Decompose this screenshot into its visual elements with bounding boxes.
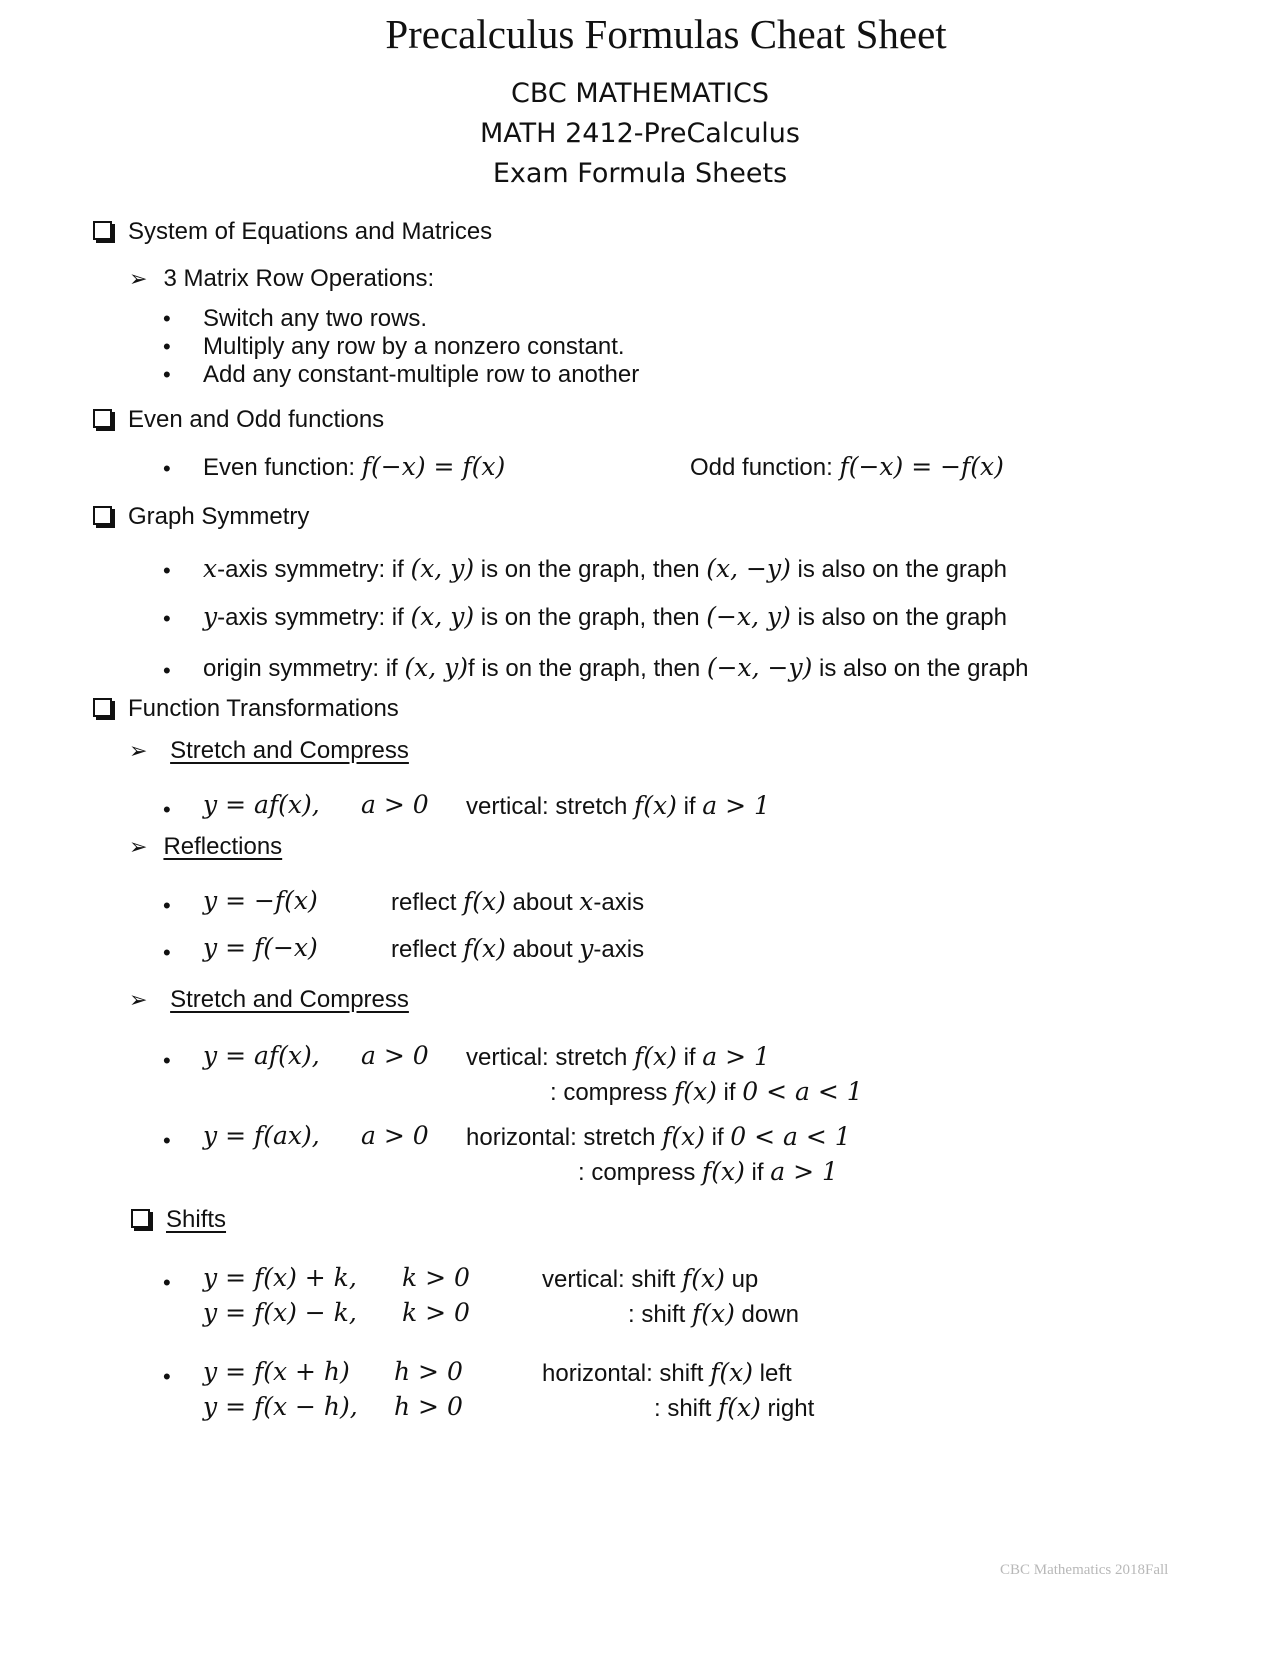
- bullet-icon: •: [163, 893, 171, 918]
- desc-text: if: [744, 1159, 771, 1186]
- shift-right-cond: h > 0: [394, 1392, 463, 1421]
- desc-text: if: [716, 1079, 743, 1106]
- arrow-bullet-icon: ➢: [129, 835, 148, 860]
- page-title: Precalculus Formulas Cheat Sheet: [385, 11, 947, 57]
- stretch-compress-2-heading: [129, 986, 409, 1014]
- subsection-heading: Stretch and Compress: [170, 737, 409, 764]
- fx: f(x): [710, 1358, 753, 1387]
- desc-text: about: [505, 889, 580, 916]
- desc-text: right: [760, 1395, 815, 1422]
- checkbox-icon: [93, 698, 112, 717]
- shift-right-formula: y = f(x − h),: [203, 1392, 358, 1421]
- desc-text: vertical: shift: [542, 1266, 683, 1293]
- even-formula: f(−x) = f(x): [361, 452, 506, 481]
- stretch2-h-formula: y = f(ax),: [203, 1121, 320, 1150]
- desc-text: vertical: stretch: [466, 793, 635, 820]
- even-function: [203, 452, 505, 482]
- symmetry-text: is on the graph, then: [474, 604, 707, 631]
- odd-label: Odd function:: [690, 454, 833, 481]
- stretch-compress-1-heading: [129, 737, 409, 765]
- subtitle-line-1: CBC MATHEMATICS: [511, 78, 769, 109]
- row-ops-label: 3 Matrix Row Operations:: [163, 265, 435, 292]
- row-op-item: Add any constant-multiple row to another: [203, 361, 640, 388]
- desc-text: up: [724, 1266, 759, 1293]
- section-shifts: [131, 1206, 226, 1234]
- desc-text: if: [676, 793, 703, 820]
- desc-text: if: [704, 1124, 731, 1151]
- checkbox-icon: [131, 1209, 150, 1228]
- subtitle-line-2: MATH 2412-PreCalculus: [480, 118, 800, 149]
- odd-formula: f(−x) = −f(x): [839, 452, 1004, 481]
- cond: a > 1: [702, 1042, 770, 1071]
- section-heading: Shifts: [166, 1206, 227, 1233]
- section-systems: [93, 218, 492, 246]
- shift-left-formula: y = f(x + h): [203, 1357, 350, 1386]
- cond: 0 < a < 1: [730, 1122, 851, 1151]
- desc-text: : compress: [578, 1159, 703, 1186]
- bullet-icon: •: [163, 362, 171, 387]
- row-op-item: Switch any two rows.: [203, 305, 428, 332]
- subtitle-line-3: Exam Formula Sheets: [492, 158, 788, 189]
- shift-down-cond: k > 0: [402, 1298, 470, 1327]
- fx: f(x): [682, 1264, 725, 1293]
- symmetry-text: is also on the graph: [790, 604, 1007, 631]
- section-even-odd: [93, 406, 384, 434]
- cond: a > 1: [702, 791, 770, 820]
- fx: f(x): [718, 1393, 761, 1422]
- bullet-icon: •: [163, 558, 171, 583]
- stretch2-v-desc: [466, 1042, 770, 1072]
- bullet-icon: •: [163, 334, 171, 359]
- arrow-bullet-icon: ➢: [129, 988, 148, 1013]
- desc-text: down: [734, 1301, 799, 1328]
- section-heading: Function Transformations: [128, 695, 399, 722]
- stretch2-v-cond: a > 0: [361, 1041, 429, 1070]
- bullet-icon: •: [163, 306, 171, 331]
- stretch2-v-desc2: [550, 1077, 863, 1107]
- bullet-icon: •: [163, 606, 171, 631]
- bullet-icon: •: [163, 940, 171, 965]
- bullet-icon: •: [163, 1364, 171, 1389]
- reflections-heading: [129, 833, 282, 861]
- checkbox-icon: [93, 221, 112, 240]
- symmetry-text: is also on the graph: [812, 655, 1029, 682]
- shift-down-formula: y = f(x) − k,: [203, 1298, 357, 1327]
- symmetry-label: -axis symmetry: if: [217, 556, 411, 583]
- arrow-bullet-icon: ➢: [129, 739, 148, 764]
- desc-text: : shift: [654, 1395, 719, 1422]
- fx: f(x): [702, 1157, 745, 1186]
- section-heading: System of Equations and Matrices: [128, 218, 493, 245]
- even-label: Even function:: [203, 454, 356, 481]
- fx: f(x): [463, 887, 506, 916]
- bullet-icon: •: [163, 1128, 171, 1153]
- x-axis-symmetry: [203, 554, 1007, 584]
- shift-up-formula: y = f(x) + k,: [203, 1263, 357, 1292]
- stretch2-h-desc: [466, 1122, 851, 1152]
- fx: f(x): [463, 934, 506, 963]
- footer-text: CBC Mathematics 2018Fall: [1000, 1562, 1169, 1578]
- fx: f(x): [634, 1042, 677, 1071]
- stretch2-v-formula: y = af(x),: [203, 1041, 320, 1070]
- desc-text: vertical: stretch: [466, 1044, 635, 1071]
- point: (x, −y): [706, 554, 791, 583]
- checkbox-icon: [93, 409, 112, 428]
- shift-right-desc: [654, 1393, 814, 1423]
- symmetry-text: is also on the graph: [790, 556, 1007, 583]
- desc-text: -axis: [593, 889, 645, 916]
- desc-text: if: [676, 1044, 703, 1071]
- desc-text: horizontal: stretch: [466, 1124, 663, 1151]
- point: (x, y): [404, 653, 468, 682]
- section-symmetry: [93, 503, 309, 531]
- desc-text: reflect: [391, 889, 464, 916]
- shift-up-desc: [542, 1264, 758, 1294]
- origin-symmetry: [203, 653, 1029, 683]
- reflect-x-desc: [391, 887, 644, 917]
- subsection-heading: Stretch and Compress: [170, 986, 409, 1013]
- reflect-y-desc: [391, 934, 644, 964]
- symmetry-text: is on the graph, then: [474, 655, 707, 682]
- cond: a > 1: [770, 1157, 838, 1186]
- symmetry-label: -axis symmetry: if: [217, 604, 411, 631]
- var-x: x: [203, 554, 218, 583]
- row-ops-heading: [129, 265, 434, 293]
- desc-text: about: [505, 936, 580, 963]
- fx: f(x): [634, 791, 677, 820]
- bullet-icon: •: [163, 456, 171, 481]
- desc-text: : compress: [550, 1079, 675, 1106]
- shift-down-desc: [628, 1299, 799, 1329]
- stretch1-desc: [466, 791, 770, 821]
- desc-text: -axis: [593, 936, 645, 963]
- stretch1-formula: y = af(x),: [203, 790, 320, 819]
- fx: f(x): [662, 1122, 705, 1151]
- var-y: y: [579, 934, 594, 963]
- section-heading: Graph Symmetry: [128, 503, 310, 530]
- var-x: x: [579, 887, 594, 916]
- stretch2-h-cond: a > 0: [361, 1121, 429, 1150]
- desc-text: horizontal: shift: [542, 1360, 711, 1387]
- section-heading: Even and Odd functions: [128, 406, 385, 433]
- desc-text: : shift: [628, 1301, 693, 1328]
- point: (x, y): [410, 602, 475, 631]
- y-axis-symmetry: [203, 602, 1007, 632]
- stretch1-cond: a > 0: [361, 790, 429, 819]
- stray-f: f: [468, 655, 475, 682]
- shift-up-cond: k > 0: [402, 1263, 470, 1292]
- shift-left-desc: [542, 1358, 792, 1388]
- subsection-heading: Reflections: [163, 833, 283, 860]
- odd-function: [690, 452, 1004, 482]
- section-transformations: [93, 695, 399, 723]
- var-y: y: [203, 602, 218, 631]
- stretch2-h-desc2: [578, 1157, 838, 1187]
- checkbox-icon: [93, 506, 112, 525]
- reflect-x-formula: y = −f(x): [203, 886, 318, 915]
- desc-text: reflect: [391, 936, 464, 963]
- point: (x, y): [410, 554, 475, 583]
- bullet-icon: •: [163, 1270, 171, 1295]
- symmetry-text: is on the graph, then: [474, 556, 707, 583]
- fx: f(x): [674, 1077, 717, 1106]
- bullet-icon: •: [163, 797, 171, 822]
- desc-text: left: [752, 1360, 792, 1387]
- shift-left-cond: h > 0: [394, 1357, 463, 1386]
- point: (−x, −y): [706, 653, 813, 682]
- arrow-bullet-icon: ➢: [129, 267, 148, 292]
- fx: f(x): [692, 1299, 735, 1328]
- symmetry-label: origin symmetry: if: [203, 655, 405, 682]
- cond: 0 < a < 1: [742, 1077, 863, 1106]
- point: (−x, y): [706, 602, 791, 631]
- row-op-item: Multiply any row by a nonzero constant.: [203, 333, 625, 360]
- bullet-icon: •: [163, 658, 171, 683]
- bullet-icon: •: [163, 1048, 171, 1073]
- reflect-y-formula: y = f(−x): [203, 933, 318, 962]
